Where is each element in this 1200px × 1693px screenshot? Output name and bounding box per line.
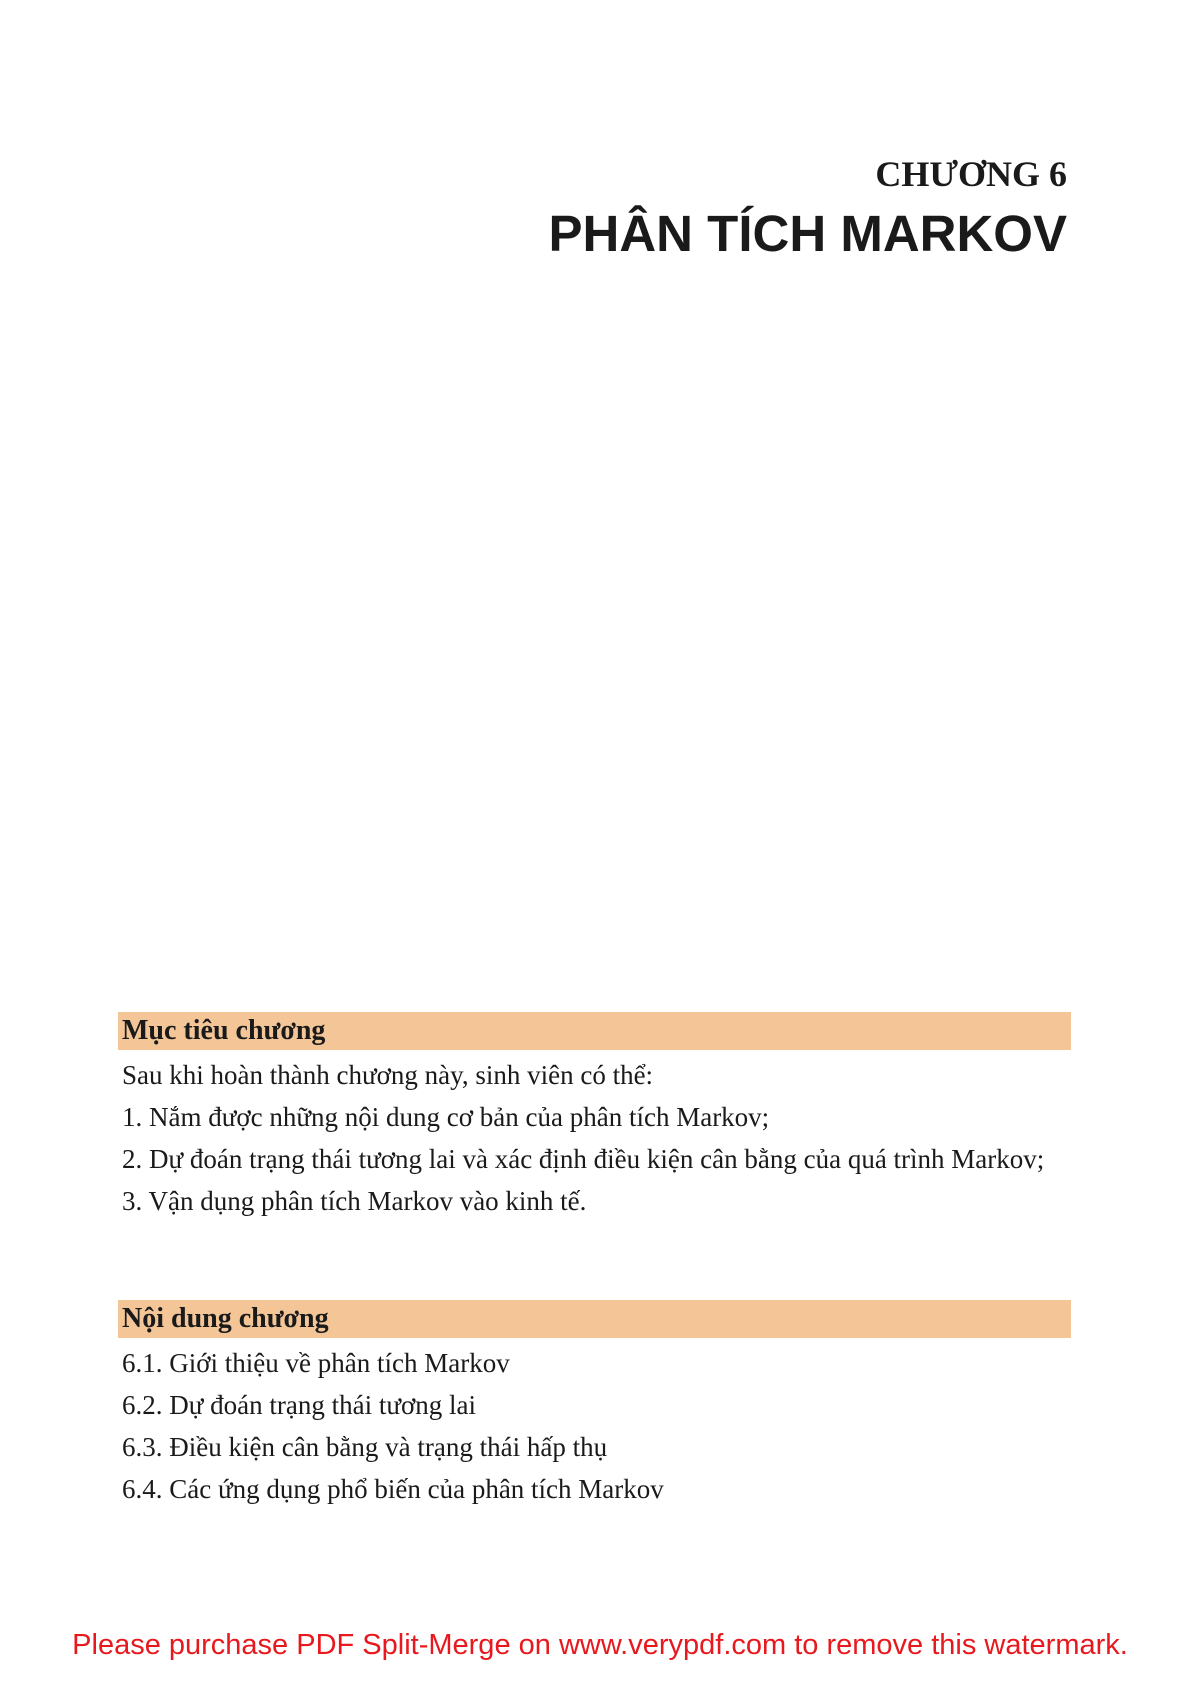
objectives-intro: Sau khi hoàn thành chương này, sinh viên có thể:	[122, 1060, 654, 1090]
contents-item: 6.1. Giới thiệu về phân tích Markov	[122, 1348, 510, 1378]
contents-item: 6.3. Điều kiện cân bằng và trạng thái hấp thụ	[122, 1432, 608, 1462]
contents-item: 6.4. Các ứng dụng phổ biến của phân tích Markov	[122, 1474, 664, 1504]
objective-item: 1. Nắm được những nội dung cơ bản của phân tích Markov;	[122, 1102, 770, 1132]
chapter-title: PHÂN TÍCH MARKOV	[548, 205, 1067, 262]
contents-item: 6.2. Dự đoán trạng thái tương lai	[122, 1390, 476, 1420]
contents-heading: Nội dung chương	[118, 1300, 1071, 1338]
chapter-number: CHƯƠNG 6	[875, 154, 1067, 194]
objective-item: 2. Dự đoán trạng thái tương lai và xác định điều kiện cân bằng của quá trình Markov;	[122, 1144, 1045, 1174]
objectives-section	[118, 1012, 1071, 1218]
objective-item: 3. Vận dụng phân tích Markov vào kinh tế.	[122, 1186, 587, 1216]
objectives-heading: Mục tiêu chương	[118, 1012, 1071, 1050]
watermark-text: Please purchase PDF Split-Merge on www.verypdf.com to remove this watermark.	[72, 1629, 1128, 1661]
contents-section	[118, 1300, 1071, 1506]
